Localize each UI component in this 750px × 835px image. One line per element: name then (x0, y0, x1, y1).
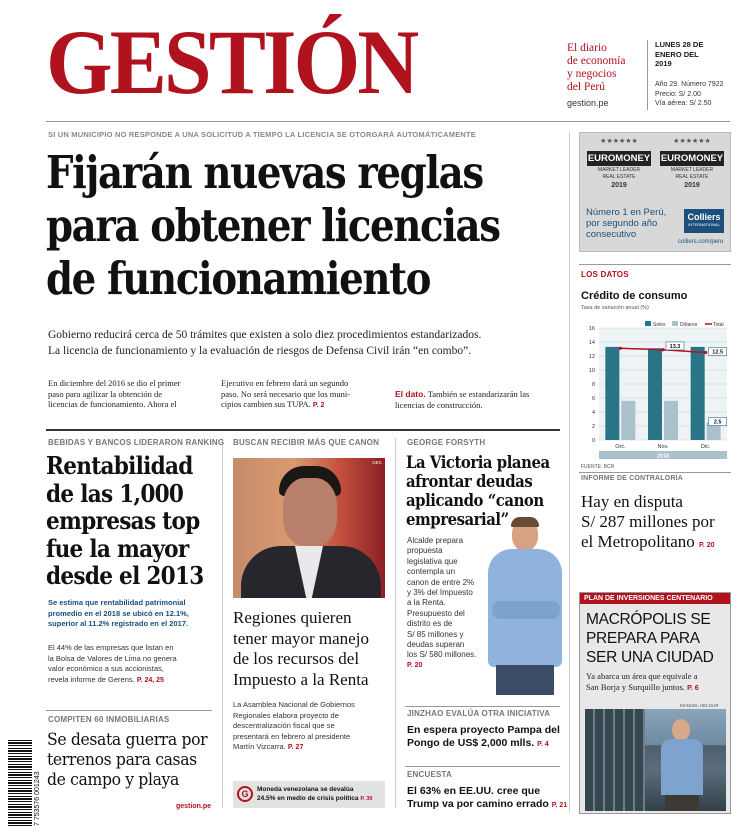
forsyth-hair (511, 517, 539, 527)
group-label: 2018 (656, 453, 670, 460)
canon-photo[interactable] (233, 458, 385, 598)
y-tick-label: 2 (591, 424, 595, 430)
rentabilidad-bold: Se estima que rentabilidad patrimonial promedio en el 2018 se ubicó en 12.1%, superior al 11.2% registrado en el 2017. (48, 598, 189, 628)
legend-label: Soles (653, 322, 666, 328)
lead-page-ref[interactable]: P. 2 (312, 402, 325, 409)
macropolis-photo (585, 709, 726, 811)
y-tick-label: 0 (591, 438, 595, 444)
contraloria-page-ref[interactable]: P. 20 (699, 542, 715, 549)
award-cat: REAL ESTATE (675, 174, 709, 180)
x-tick-label: Nov. (657, 444, 669, 450)
bar-dólares (621, 401, 635, 440)
person-head (672, 719, 690, 741)
encuesta-page-ref[interactable]: P. 21 (551, 802, 568, 809)
macropolis-page-ref[interactable]: P. 6 (687, 685, 699, 692)
person-legs (665, 795, 699, 811)
masthead-rule (46, 121, 730, 122)
barcode-number: 7 753576 001243 (34, 771, 41, 826)
euromoney-award: EUROMONEY (587, 153, 651, 164)
issue-info: Año 29. Número 7922 Precio: S/ 2.00 Vía aérea: S/ 2.50 (655, 81, 724, 107)
encuesta-kicker: ENCUESTA (407, 770, 453, 779)
y-tick-label: 16 (588, 326, 595, 332)
legend-label: Dólares (680, 322, 698, 328)
datos-section: LOS DATOS (581, 270, 629, 279)
data-label: 2.5 (713, 419, 722, 426)
encuesta-rule (405, 766, 560, 767)
contraloria-headline[interactable]: Hay en disputa S/ 287 millones por el Metropolitano P. 20 (581, 492, 715, 551)
bar-soles (691, 347, 705, 440)
issue-date: LUNES 28 DE ENERO DEL 2019 (655, 40, 704, 68)
y-tick-label: 12 (588, 354, 595, 360)
forsyth-photo (484, 515, 564, 695)
y-tick-label: 4 (591, 410, 595, 416)
rentabilidad-headline[interactable]: Rentabilidad de las 1,000 empresas top fue la mayor desde el 2013 (46, 451, 204, 590)
legend-swatch (645, 321, 651, 326)
contraloria-rule (579, 472, 731, 473)
bar-soles (605, 347, 619, 440)
forsyth-body: Alcalde prepara propuesta legislativa que contempla un canon de entre 2% y 3% del Impuesto a la Renta. Presupuesto del distrito es de S/ 85 millones y deudas superan los S/ 580 millones. P. 20 (407, 536, 476, 671)
chart-title: Crédito de consumo (581, 290, 688, 302)
award-stars-icon: ★★★★★★ (673, 137, 711, 145)
lead-bottom-rule (46, 429, 560, 431)
bar-dólares (664, 401, 678, 440)
macropolis-headline: MACRÓPOLIS SE PREPARA PARA SER UNA CIUDAD (586, 611, 714, 666)
dato-box: El dato. También se estandarizarán las licencias de construcción. (395, 389, 530, 410)
pampa-kicker: JINZHAO EVALÚA OTRA INICIATIVA (407, 709, 551, 718)
canon-body: La Asamblea Nacional de Gobiernos Regionales elabora proyecto de descentralización fiscal que se presentará en febrero al presidente Martín Vizcarra. P. 27 (233, 700, 355, 751)
lead-headline[interactable]: Fijarán nuevas reglas para obtener licencias de funcionamiento (46, 146, 500, 305)
canon-kicker: BUSCAN RECIBIR MÁS QUE CANON (233, 438, 380, 447)
inmobiliarias-headline[interactable]: Se desata guerra por terrenos para casas de campo y playa (47, 730, 208, 790)
award-year: 2019 (684, 182, 700, 189)
award-year: 2019 (611, 182, 627, 189)
y-tick-label: 6 (591, 396, 595, 402)
barcode (8, 738, 32, 826)
colliers-logo: Colliers INTERNATIONAL (684, 209, 724, 233)
canon-headline[interactable]: Regiones quieren tener mayor manejo de los recursos del Impuesto a la Renta (233, 608, 369, 689)
colliers-ad[interactable] (579, 132, 731, 252)
point-total (661, 348, 664, 351)
pampa-headline[interactable]: En espera proyecto Pampa del Pongo de US$ 2,000 mlls. P. 4 (407, 724, 560, 749)
forsyth-headline[interactable]: La Victoria planea afrontar deudas aplicando “canon empresarial” (406, 453, 550, 529)
lead-deck: Gobierno reducirá cerca de 50 trámites que existen a solo diez procedimientos estandarizados. La licencia de funcionamiento y la evaluación de riesgos de Defensa Civil irán “en combo”. (48, 329, 482, 357)
venezuela-text: Moneda venezolana se devalúa 24.5% en medio de crisis política P. 30 (257, 786, 373, 802)
ad-text: Número 1 en Perú, por segundo año consecutivo (586, 207, 667, 240)
data-label: 12.5 (712, 349, 724, 356)
inmobiliarias-rule (46, 710, 212, 711)
rentabilidad-body: El 44% de las empresas que listan en la Bolsa de Valores de Lima no genera valor económico a sus accionistas, revela informe de Gerens. P. 24, 25 (48, 643, 177, 684)
circle-g-icon: G (237, 786, 253, 802)
photo-credit-gec: GEC (372, 460, 382, 465)
rentabilidad-kicker: BEBIDAS Y BANCOS LIDERARON RANKING (48, 438, 225, 447)
man-face (283, 478, 337, 546)
point-total (704, 351, 707, 354)
chart-source: FUENTE: BCR (581, 464, 615, 470)
venezuela-page-ref[interactable]: P. 30 (360, 796, 373, 802)
chart-subtitle: Tasa de variación anual (%) (581, 305, 649, 311)
macropolis-body: Ya abarca un área que equivale a San Borja y Surquillo juntos. P. 6 (586, 671, 699, 692)
venezuela-box[interactable] (233, 781, 385, 808)
forsyth-jeans (496, 665, 554, 695)
x-tick-label: Dic. (700, 444, 711, 450)
credit-chart (579, 316, 731, 464)
website-link[interactable]: gestion.pe (567, 98, 609, 108)
canon-page-ref[interactable]: P. 27 (287, 744, 304, 751)
legend-swatch (672, 321, 678, 326)
datos-rule (579, 264, 731, 265)
award-cat: REAL ESTATE (602, 174, 636, 180)
col-divider (569, 132, 570, 812)
dato-label: El dato. (395, 389, 426, 399)
data-label: 13.3 (669, 344, 681, 351)
masthead-divider (647, 40, 648, 110)
y-tick-label: 10 (588, 368, 595, 374)
photo-credit: MANUEL HELGUR (680, 703, 719, 708)
col-divider (395, 438, 396, 808)
masthead-tagline: El diario de economía y negocios del Perú (567, 42, 626, 93)
award-stars-icon: ★★★★★★ (600, 137, 638, 145)
macropolis-box[interactable] (579, 592, 731, 814)
y-tick-label: 14 (588, 340, 595, 346)
point-total (619, 347, 622, 350)
forsyth-kicker: GEORGE FORSYTH (407, 438, 486, 447)
pampa-rule (405, 706, 560, 707)
euromoney-award: EUROMONEY (660, 153, 724, 164)
building-shape (585, 709, 645, 811)
lead-body-col1: En diciembre del 2016 se dio el primer paso para agilizar la obtención de licencias de funcionamiento. Ahora el (48, 378, 181, 409)
person-body (661, 739, 703, 795)
award-sub: MARKET LEADER (597, 167, 641, 173)
x-tick-label: Oct. (615, 444, 626, 450)
y-tick-label: 8 (591, 382, 595, 388)
logo[interactable]: GESTIÓN (46, 11, 417, 113)
award-sub: MARKET LEADER (670, 167, 714, 173)
forsyth-page-ref[interactable]: P. 20 (407, 661, 423, 669)
inmobiliarias-link[interactable]: gestion.pe (176, 803, 212, 810)
lead-body-col2: Ejecutivo en febrero dará un segundo paso. No será necesario que los muni- cipios cambien sus TUPA. P. 2 (221, 378, 351, 409)
lead-kicker: SI UN MUNICIPIO NO RESPONDE A UNA SOLICITUD A TIEMPO LA LICENCIA SE OTORGARÁ AUTOMÁTICAMENTE (48, 130, 476, 139)
ad-url[interactable]: colliers.com/peru (678, 239, 724, 245)
pampa-page-ref[interactable]: P. 4 (537, 741, 549, 748)
legend-label: Total (713, 322, 724, 328)
inmobiliarias-kicker: COMPITEN 60 INMOBILIARIAS (48, 715, 170, 724)
macropolis-kicker: PLAN DE INVERSIONES CENTENARIO (580, 593, 730, 604)
col-divider (222, 438, 223, 808)
forsyth-arms (492, 601, 560, 619)
contraloria-kicker: INFORME DE CONTRALORÍA (581, 475, 684, 482)
encuesta-headline[interactable]: El 63% en EE.UU. cree que Trump va por camino errado P. 21 (407, 785, 568, 810)
bar-soles (648, 348, 662, 440)
rentabilidad-page-ref[interactable]: P. 24, 25 (136, 676, 164, 684)
